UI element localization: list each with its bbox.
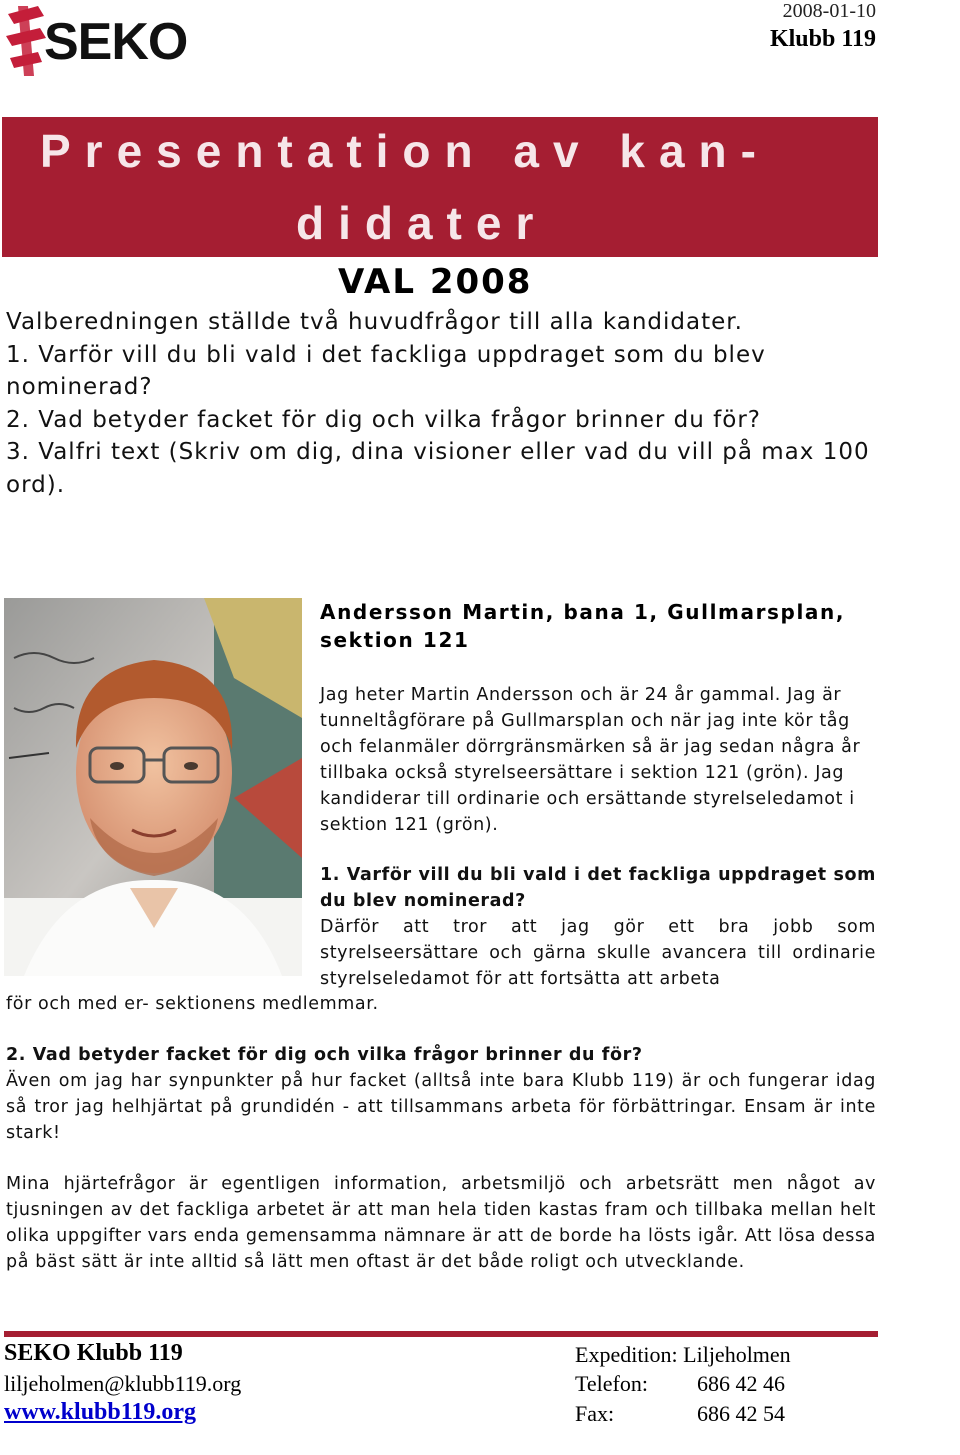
candidate-answer-3: Mina hjärtefrågor är egentligen information, arbetsmiljö och arbetsrätt men något av tjusningen av det fackliga arbetet är att man hela tiden kastas fram och tillbaka mellan helt olika uppgifter vars enda gemensamma nämnare är att de borde ha lösts igår. Att lösa dessa på bäst sätt är inte alltid så lätt men oftast är det både roligt och utvecklande. [6, 1174, 876, 1272]
candidate-intro: Jag heter Martin Andersson och är 24 år gammal. Jag är tunneltågförare på Gullmarsplan och när jag inte kör tåg och felanmäler dörrgränsmärken så är jag sedan några år tillbaka också styrelseersättare i sektion 121 (grön). Jag kandiderar till ordinarie och ersättande styrelseledamot i sektion 121 (grön). [320, 685, 861, 835]
page-title-line2: didater [296, 197, 548, 249]
club-name: Klubb 119 [769, 26, 876, 52]
logo-wordmark: SEKO [44, 13, 188, 71]
footer-org: SEKO Klubb 119 [4, 1340, 183, 1366]
footer-fax-label: Fax: [575, 1401, 615, 1426]
candidate-photo [4, 598, 302, 976]
intro-question-1: 1. Varför vill du bli vald i det fackliga uppdraget som du blev nominerad? [6, 341, 766, 401]
seko-emblem-icon [4, 6, 48, 76]
footer-email[interactable]: liljeholmen@klubb119.org [4, 1371, 242, 1396]
page-title-line1: Presentation av kan- [40, 125, 770, 177]
portrait-image [4, 598, 302, 976]
election-subtitle: VAL 2008 [338, 262, 533, 302]
candidate-answer-1: Därför att tror att jag gör ett bra jobb som styrelseersättare och gärna skulle avancera till ordinarie styrelseledamot för att fortsätta att arbeta [320, 917, 876, 989]
candidate-answer-2: Även om jag har synpunkter på hur facket (alltså inte bara Klubb 119) är och fungerar idag så tror jag helhjärtat på grundidén - att tillsammans arbeta för förbättringar. Ensam är inte stark! [6, 1071, 876, 1143]
candidate-name: Andersson Martin, bana 1, Gullmarsplan, sektion 121 [320, 600, 846, 652]
seko-logo [4, 4, 234, 76]
footer-expedition: Expedition: Liljeholmen [575, 1342, 791, 1367]
document-date: 2008-01-10 [782, 0, 876, 22]
intro-question-3: 3. Valfri text (Skriv om dig, dina visioner eller vad du vill på max 100 ord). [6, 439, 870, 498]
intro-questions [6, 306, 876, 502]
candidate-answer-1-tail: för och med er- sektionens medlemmar. [6, 994, 379, 1014]
footer-divider [4, 1331, 878, 1337]
footer-phone-label: Telefon: [575, 1371, 648, 1396]
intro-lead: Valberedningen ställde två huvudfrågor till alla kandidater. [6, 309, 743, 335]
candidate-question-2: 2. Vad betyder facket för dig och vilka frågor brinner du för? [6, 1045, 643, 1065]
intro-question-2: 2. Vad betyder facket för dig och vilka frågor brinner du för? [6, 406, 761, 433]
footer-website-link[interactable]: www.klubb119.org [4, 1399, 197, 1425]
candidate-question-1: 1. Varför vill du bli vald i det fackliga uppdraget som du blev nominerad? [320, 865, 876, 911]
footer-phone: 686 42 46 [697, 1371, 785, 1396]
footer-fax: 686 42 54 [697, 1401, 785, 1426]
